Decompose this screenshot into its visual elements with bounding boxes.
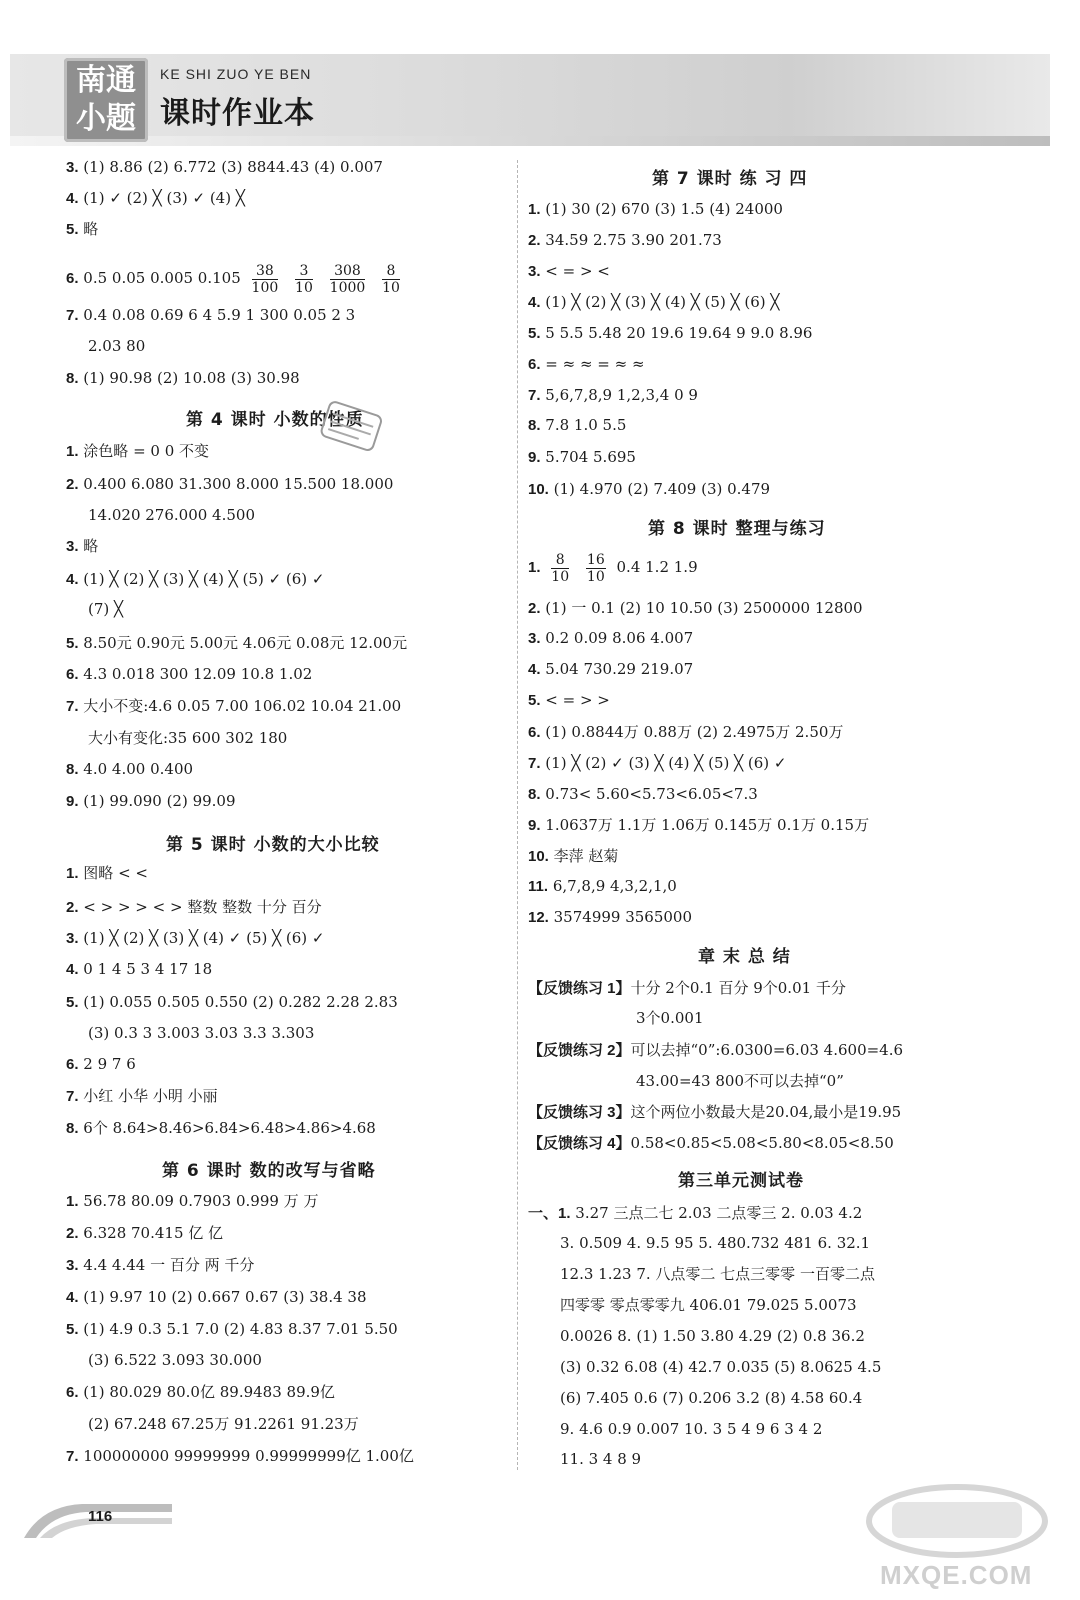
answer-line: 4. (1) ✓ (2) ╳ (3) ✓ (4) ╳ — [66, 189, 245, 207]
answer-line: 3. (1) ╳ (2) ╳ (3) ╳ (4) ✓ (5) ╳ (6) ✓ — [66, 929, 325, 947]
answer-line: 一、1. 3.27 三点二七 2.03 二点零三 2. 0.03 4.2 — [528, 1204, 863, 1222]
answer-line: 3个0.001 — [636, 1009, 704, 1027]
answer-line: 9. 4.6 0.9 0.007 10. 3 5 4 9 6 3 4 2 — [560, 1420, 823, 1438]
section-title-lesson-7: 第 7 课时 练 习 四 — [652, 169, 808, 189]
answer-line: 0.0026 8. (1) 1.50 3.80 4.29 (2) 0.8 36.2 — [560, 1327, 865, 1345]
section-title-lesson-5: 第 5 课时 小数的大小比较 — [166, 835, 380, 855]
answer-line: 11. 3 4 8 9 — [560, 1450, 642, 1468]
answer-line: 【反馈练习 1】十分 2个0.1 百分 9个0.01 千分 — [528, 979, 846, 997]
answer-line: 1. 图略 < < — [66, 864, 148, 882]
stamp-mark — [316, 398, 386, 456]
answer-line: 6. = ≈ ≈ = ≈ ≈ — [528, 355, 645, 373]
answer-line: 6. 0.5 0.05 0.005 0.105 $\frac{38}{100}$ $\frac{3}{10}$ $\frac{308}{1000}$ $\frac{8}{10}$ — [66, 262, 400, 296]
answer-line: 1. (1) 30 (2) 670 (3) 1.5 (4) 24000 — [528, 200, 783, 218]
answer-line: 8. (1) 90.98 (2) 10.08 (3) 30.98 — [66, 369, 300, 387]
answer-line: 8. 0.73< 5.60<5.73<6.05<7.3 — [528, 785, 758, 803]
answer-line: 8. 7.8 1.0 5.5 — [528, 416, 627, 434]
section-title-lesson-4: 第 4 课时 小数的性质 — [186, 410, 364, 430]
answer-line: 12.3 1.23 7. 八点零二 七点三零零 一百零二点 — [560, 1265, 875, 1283]
answer-line: 9. 5.704 5.695 — [528, 448, 636, 466]
answer-line: 5. 略 — [66, 220, 99, 238]
answer-line: 2. 0.400 6.080 31.300 8.000 15.500 18.000 — [66, 475, 394, 493]
answer-line: 2. (1) 一 0.1 (2) 10 10.50 (3) 2500000 12800 — [528, 599, 863, 617]
page-number: 116 — [88, 1508, 113, 1525]
watermark-text: MXQE.COM — [880, 1560, 1033, 1590]
answer-line: 4. 0 1 4 5 3 4 17 18 — [66, 960, 213, 978]
answer-line: (2) 67.248 67.25万 91.2261 91.23万 — [88, 1415, 359, 1433]
answer-line: 6. 4.3 0.018 300 12.09 10.8 1.02 — [66, 665, 313, 683]
answer-line: 1. 56.78 80.09 0.7903 0.999 万 万 — [66, 1192, 319, 1210]
answer-line: 6. (1) 80.029 80.0亿 89.9483 89.9亿 — [66, 1383, 335, 1401]
fraction: $\frac{3}{10}$ — [295, 262, 313, 296]
answer-line: 9. (1) 99.090 (2) 99.09 — [66, 792, 236, 810]
answer-line: 14.020 276.000 4.500 — [88, 506, 255, 524]
answer-line: (3) 6.522 3.093 30.000 — [88, 1351, 262, 1369]
answer-line: 3. 略 — [66, 537, 99, 555]
answer-line: 3. (1) 8.86 (2) 6.772 (3) 8844.43 (4) 0.007 — [66, 158, 383, 176]
answer-line: 9. 1.0637万 1.1万 1.06万 0.145万 0.1万 0.15万 — [528, 816, 870, 834]
answer-line: 5. < = > > — [528, 691, 610, 709]
fraction: $\frac{308}{1000}$ — [329, 262, 366, 296]
logo-line-1: 南通 — [76, 63, 136, 98]
answer-line: 4. (1) 9.97 10 (2) 0.667 0.67 (3) 38.4 38 — [66, 1288, 367, 1306]
answer-line: 大小有变化:35 600 302 180 — [88, 729, 288, 747]
answer-line: 8. 4.0 4.00 0.400 — [66, 760, 194, 778]
fraction: $\frac{8}{10}$ — [551, 551, 570, 585]
column-divider — [517, 160, 518, 1470]
answer-line: 3. 4.4 4.44 一 百分 两 千分 — [66, 1256, 255, 1274]
answer-line: (7) ╳ — [88, 600, 124, 618]
answer-line: (6) 7.405 0.6 (7) 0.206 3.2 (8) 4.58 60.4 — [560, 1389, 863, 1407]
answer-line: 10. (1) 4.970 (2) 7.409 (3) 0.479 — [528, 480, 771, 498]
answer-line: 1. $\frac{8}{10}$ $\frac{16}{10}$ 0.4 1.2 1.9 — [528, 551, 698, 585]
answer-line: 5. (1) 0.055 0.505 0.550 (2) 0.282 2.28 2.83 — [66, 993, 398, 1011]
answer-line: 7. 100000000 99999999 0.99999999亿 1.00亿 — [66, 1447, 414, 1465]
header-stripe — [10, 136, 1050, 146]
answer-line: 8. 6个 8.64>8.46>6.84>6.48>4.86>4.68 — [66, 1119, 376, 1137]
answer-line: 2. < > > > < > 整数 整数 十分 百分 — [66, 898, 322, 916]
answer-line: 7. 0.4 0.08 0.69 6 4 5.9 1 300 0.05 2 3 — [66, 306, 356, 324]
answer-line: 10. 李萍 赵菊 — [528, 847, 619, 865]
answer-line: 1. 涂色略 = 0 0 不变 — [66, 442, 210, 460]
section-title-summary: 章 末 总 结 — [698, 947, 791, 967]
fraction: $\frac{16}{10}$ — [586, 551, 605, 585]
fraction: $\frac{38}{100}$ — [251, 262, 279, 296]
answer-line: 7. (1) ╳ (2) ✓ (3) ╳ (4) ╳ (5) ╳ (6) ✓ — [528, 754, 787, 772]
section-title-lesson-8: 第 8 课时 整理与练习 — [648, 519, 826, 539]
answer-line: (3) 0.3 3 3.003 3.03 3.3 3.303 — [88, 1024, 315, 1042]
answer-line: 3. 0.509 4. 9.5 95 5. 480.732 481 6. 32.1 — [560, 1234, 871, 1252]
answer-line: 2. 34.59 2.75 3.90 201.73 — [528, 231, 722, 249]
section-title-unit-test: 第三单元测试卷 — [678, 1171, 804, 1191]
answer-line: 4. (1) ╳ (2) ╳ (3) ╳ (4) ╳ (5) ╳ (6) ╳ — [528, 293, 780, 311]
answer-line: 【反馈练习 2】可以去掉“0”:6.0300=6.03 4.600=4.6 — [528, 1041, 904, 1059]
answer-line: 四零零 零点零零九 406.01 79.025 5.0073 — [560, 1296, 857, 1314]
fraction: $\frac{8}{10}$ — [382, 262, 400, 296]
section-title-lesson-6: 第 6 课时 数的改写与省略 — [162, 1161, 376, 1181]
answer-line: 5. 8.50元 0.90元 5.00元 4.06元 0.08元 12.00元 — [66, 634, 408, 652]
answer-line: 5. 5 5.5 5.48 20 19.6 19.64 9 9.0 8.96 — [528, 324, 813, 342]
answer-line: 12. 3574999 3565000 — [528, 908, 693, 926]
answer-line: 7. 5,6,7,8,9 1,2,3,4 0 9 — [528, 386, 698, 404]
header-pinyin: KE SHI ZUO YE BEN — [160, 66, 312, 82]
answer-line: 43.00=43 800不可以去掉“0” — [636, 1072, 844, 1090]
answer-line: 2.03 80 — [88, 337, 146, 355]
answer-line: 【反馈练习 3】这个两位小数最大是20.04,最小是19.95 — [528, 1103, 902, 1121]
logo-badge — [64, 58, 148, 142]
answer-line: 5. (1) 4.9 0.3 5.1 7.0 (2) 4.83 8.37 7.01 5.50 — [66, 1320, 398, 1338]
answer-line: 3. 0.2 0.09 8.06 4.007 — [528, 629, 694, 647]
answer-line: 7. 大小不变:4.6 0.05 7.00 106.02 10.04 21.00 — [66, 697, 402, 715]
answer-line: (3) 0.32 6.08 (4) 42.7 0.035 (5) 8.0625 4.5 — [560, 1358, 882, 1376]
answer-line: 【反馈练习 4】0.58<0.85<5.08<5.80<8.05<8.50 — [528, 1134, 894, 1152]
answer-line: 4. 5.04 730.29 219.07 — [528, 660, 694, 678]
answer-line: 6. 2 9 7 6 — [66, 1055, 136, 1073]
book-title: 课时作业本 — [160, 96, 315, 131]
answer-line: 4. (1) ╳ (2) ╳ (3) ╳ (4) ╳ (5) ✓ (6) ✓ — [66, 570, 325, 588]
answer-line: 7. 小红 小华 小明 小丽 — [66, 1087, 218, 1105]
answer-line: 2. 6.328 70.415 亿 亿 — [66, 1224, 224, 1242]
logo-line-2: 小题 — [76, 101, 136, 136]
answer-line: 3. < = > < — [528, 262, 610, 280]
answer-line: 11. 6,7,8,9 4,3,2,1,0 — [528, 877, 677, 895]
answer-line: 6. (1) 0.8844万 0.88万 (2) 2.4975万 2.50万 — [528, 723, 844, 741]
